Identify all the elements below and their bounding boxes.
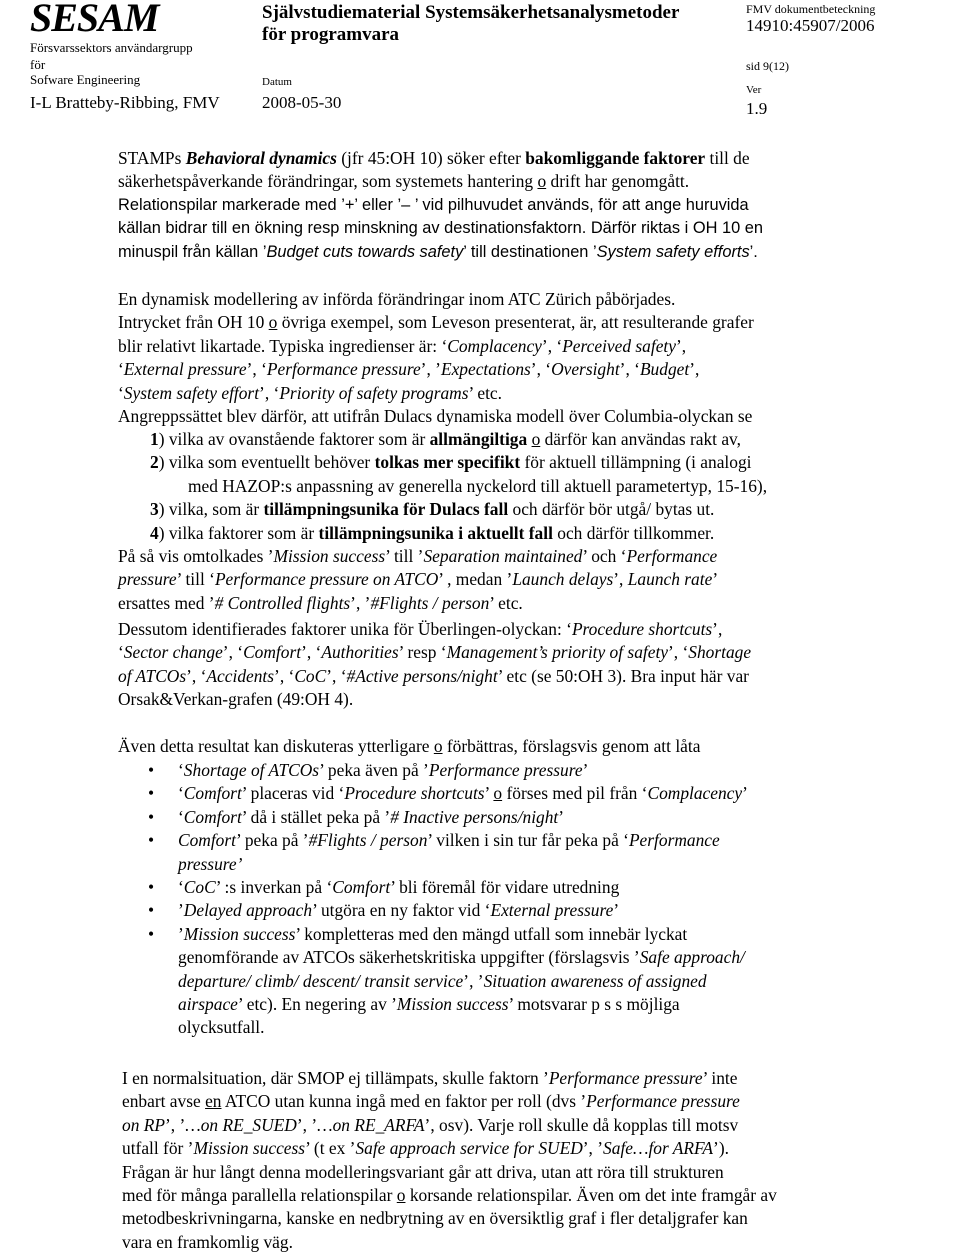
list-item: • ‘Shortage of ATCOs’ peka även på ’Performance pressure’ <box>118 759 918 782</box>
list-item: 1) vilka av ovanstående faktorer som är allmängiltiga o därför kan användas rakt av, <box>150 429 741 449</box>
doc-number-label: FMV dokumentbeteckning <box>746 2 876 16</box>
list-item: 2) vilka som eventuellt behöver tolkas mer specifikt för aktuell tillämpning (i analogi <box>150 452 752 473</box>
paragraph-stamps: STAMPs Behavioral dynamics (jfr 45:OH 10) söker efter bakomliggande faktorer till de säkerhetspåverkande förändringar, som systemets hantering o drift har genomgått. <box>118 148 750 192</box>
list-item: 3) vilka, som är tillämpningsunika för Dulacs fall och därför bör utgå/ bytas ut. <box>150 499 715 520</box>
numbered-list: 1) vilka av ovanstående faktorer som är allmängiltiga o därför kan användas rakt av, 2) vilka som eventuellt behöver tolkas mer specifikt för aktuell tillämpning (i analogi med HAZOP:s anpassning av generella nyckelord till aktuell parametertyp, 15-16), 3) vilka, som är tillämpningsunika för Dulacs fall och därför bör utgå/ bytas ut. 4) vilka faktorer som är tillämpningsunika i aktuellt fall och därför tillkommer. <box>118 428 918 545</box>
org-line-2: för <box>30 57 46 72</box>
author: I-L Bratteby-Ribbing, FMV <box>30 93 220 112</box>
list-item: • Comfort’ peka på ’#Flights / person’ vilken i sin tur får peka på ‘Performance <box>118 829 918 852</box>
org-line-1: Försvarssektors användargrupp <box>30 40 193 55</box>
list-item: • ’Delayed approach’ utgöra en ny faktor vid ‘External pressure’ <box>118 899 918 922</box>
logo: SESAM <box>30 0 159 40</box>
list-item: • ‘CoC’ :s inverkan på ‘Comfort’ bli föremål för vidare utredning <box>118 876 918 899</box>
paragraph-uberlingen: Dessutom identifierades faktorer unika för Überlingen-olyckan: ‘Procedure shortcuts’, ‘Sector change’, ‘Comfort’, ‘Authorities’ resp ‘Management’s priority of safety’, ‘Shortage of ATCOs’, ‘Accidents’, ‘CoC’, ‘#Active persons/night’ etc (se 50:OH 3). Bra input här var Orsak&Verkan-grafen (49:OH 4). <box>118 619 752 710</box>
doc-title-line-1: Självstudiematerial Systemsäkerhetsanalysmetoder <box>262 2 680 23</box>
doc-title-line-2: för programvara <box>262 24 400 45</box>
list-item: • ‘Comfort’ då i stället peka på ’# Inactive persons/night’ <box>118 806 918 829</box>
version: 1.9 <box>746 99 768 118</box>
paragraph-relationspilar: Relationspilar markerade med ’+’ eller ’– ’ vid pilhuvudet används, för att ange huruvida källan bidrar till en ökning resp minskning av destinationsfaktorn. Därför riktas i OH 10 en minuspil från källan ’Budget cuts towards safety’ till destinationen ’System safety efforts’. <box>118 196 764 261</box>
list-item: 4) vilka faktorer som är tillämpningsunika i aktuellt fall och därför tillkommer. <box>150 522 715 543</box>
paragraph-omtolkning: På så vis omtolkades ’Mission success’ till ’Separation maintained’ och ‘Performance pressure’ till ‘Performance pressure on ATCO’ , medan ’Launch delays’, Launch rate’ ersattes med ’# Controlled flights’, ’#Flights / person’ etc. <box>118 546 719 613</box>
version-label: Ver <box>746 84 762 96</box>
page-number: sid 9(12) <box>746 59 789 73</box>
list-item: • ’Mission success’ kompletteras med den mängd utfall som innebär lyckat <box>118 923 918 946</box>
paragraph-normalsituation: I en normalsituation, där SMOP ej tillämpats, skulle faktorn ’Performance pressure’ inte enbart avse en ATCO utan kunna ingå med en faktor per roll (dvs ’Performance pressure on RP’, ’…on RE_SUED’, ’…on RE_ARFA’, osv). Varje roll skulle då kopplas till motsv utfall för ’Mission success’ (t ex ’Safe approach service for SUED’, ’Safe…for ARFA’). Frågan är hur långt denna modelleringsvariant går att driva, utan att röra till strukturen med för många parallella relationspilar o korsande relationspilar. Även om det inte framgår av metodbeskrivningarna, kanske en nedbrytning av en översiktlig graf i fler detaljgrafer kan vara en framkomlig väg. <box>122 1068 777 1252</box>
paragraph-forbattring: Även detta resultat kan diskuteras ytterligare o förbättras, förslagsvis genom att låta <box>118 736 701 756</box>
date-label: Datum <box>262 76 292 88</box>
bullet-list: • ‘Shortage of ATCOs’ peka även på ’Performance pressure’ • ‘Comfort’ placeras vid ‘Procedure shortcuts’ o förses med pil från ‘Complacency’ • ‘Comfort’ då i stället peka på ’# Inactive persons/night’ • Comfort’ peka på ’#Flights / person’ vilken i sin tur får peka på ‘Performance pressure’ • ‘CoC’ :s inverkan på ‘Comfort’ bli föremål för vidare utredning • ’Delayed approach’ utgöra en ny faktor vid ‘External pressure’ • ’Mission success’ kompletteras med den mängd utfall som innebär lyckat genomförande av ATCOs säkerhetskritiska uppgifter (förslagsvis ’Safe approach/ departure/ climb/ descent/ transit service’, ’Situation awareness of assigned airspace’ etc). En negering av ’Mission success’ motsvarar p s s möjliga olycksutfall. <box>118 759 918 1040</box>
date: 2008-05-30 <box>262 93 342 112</box>
list-item: • ‘Comfort’ placeras vid ‘Procedure shortcuts’ o förses med pil från ‘Complacency’ <box>118 782 918 805</box>
doc-number: 14910:45907/2006 <box>746 16 875 35</box>
paragraph-modellering: En dynamisk modellering av införda förändringar inom ATC Zürich påbörjades. Intrycket från OH 10 o övriga exempel, som Leveson presenterat, är, att resulterande grafer blir relativt likartade. Typiska ingredienser är: ‘Complacency’, ‘Perceived safety’, ‘External pressure’, ‘Performance pressure’, ’Expectations’, ‘Oversight’, ‘Budget’, ‘System safety effort’, ‘Priority of safety programs’ etc. Angreppssättet blev därför, att utifrån Dulacs dynamiska modell över Columbia-olyckan se <box>118 289 754 427</box>
org-line-3: Sofware Engineering <box>30 72 141 87</box>
